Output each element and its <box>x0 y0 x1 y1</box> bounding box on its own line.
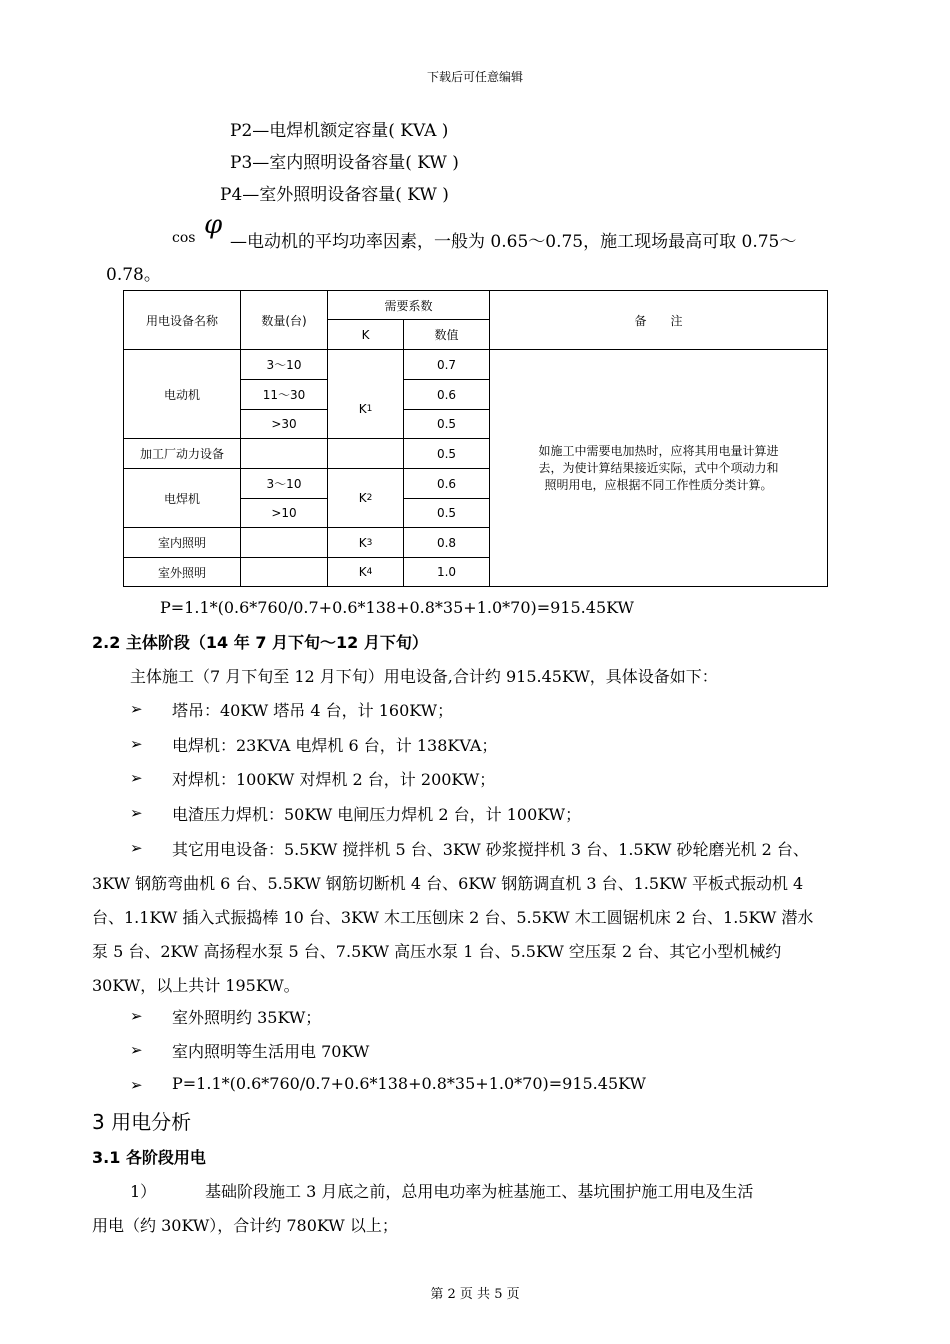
motor-qty-1: 3～10 <box>266 358 302 372</box>
formula-total: P=1.1*(0.6*760/0.7+0.6*138+0.8*35+1.0*70)=915.45KW <box>160 598 634 617</box>
header-equipment-name: 用电设备名称 <box>145 313 218 328</box>
section-3-1-title: 3.1 各阶段用电 <box>92 1148 206 1167</box>
section-2-2-intro: 主体施工（7 月下旬至 12 月下旬）用电设备,合计约 915.45KW，具体设备如下： <box>130 667 718 686</box>
row-welder-label: 电焊机 <box>163 491 200 506</box>
bullet-other-equipment: 其它用电设备：5.5KW 搅拌机 5 台、3KW 砂浆搅拌机 3 台、1.5KW 砂轮磨光机 2 台、 <box>172 840 809 859</box>
row-factory-label: 加工厂动力设备 <box>139 447 224 461</box>
k2-label: K 2 <box>358 491 373 505</box>
header-demand-coefficient: 需要系数 <box>384 298 433 313</box>
other-equipment-cont-4: 30KW，以上共计 195KW。 <box>92 976 300 995</box>
section-2-2-title: 2.2 主体阶段（14 年 7 月下旬～12 月下旬） <box>92 633 428 652</box>
item-1-text: 基础阶段施工 3 月底之前，总用电功率为桩基施工、基坑围护施工用电及生活 <box>205 1182 754 1201</box>
item-number-1: 1） <box>130 1182 157 1201</box>
demand-coefficient-table <box>123 290 828 587</box>
item-1-text-cont: 用电（约 30KW），合计约 780KW 以上； <box>92 1216 398 1235</box>
welder-value-2: 0.5 <box>436 506 457 520</box>
header-k: K <box>361 327 370 342</box>
k3-label: K 3 <box>358 535 373 550</box>
var-p2: P2—电焊机额定容量( KVA ) <box>230 121 449 141</box>
k1-label: K 1 <box>358 402 373 416</box>
page-header: 下载后可任意编辑 <box>426 70 523 84</box>
section-3-title: 3 用电分析 <box>92 1110 192 1134</box>
welder-value-1: 0.6 <box>436 476 457 491</box>
indoor-value: 0.8 <box>436 535 457 550</box>
bullet-electroslag-welder: 电渣压力焊机：50KW 电闸压力焊机 2 台，计 100KW； <box>172 805 582 824</box>
bullet-outdoor-lighting: 室外照明约 35KW； <box>172 1008 322 1027</box>
motor-value-3: 0.5 <box>436 417 457 431</box>
bullet-arrow-icon: ➢ <box>130 1076 143 1094</box>
bullet-arrow-icon: ➢ <box>130 700 143 718</box>
outdoor-value: 1.0 <box>436 565 457 579</box>
cos-label: cos <box>172 230 196 246</box>
bullet-tower-crane: 塔吊：40KW 塔吊 4 台，计 160KW； <box>172 701 454 720</box>
welder-qty-1: 3～10 <box>266 477 302 491</box>
bullet-arrow-icon: ➢ <box>130 804 143 822</box>
row-motor-label: 电动机 <box>163 387 200 402</box>
factory-value: 0.5 <box>436 446 457 461</box>
header-quantity: 数量(台) <box>261 313 307 328</box>
bullet-arrow-icon: ➢ <box>130 839 143 857</box>
bullet-butt-welder: 对焊机：100KW 对焊机 2 台，计 200KW； <box>172 770 496 789</box>
remarks-note: 如施工中需要电加热时，应将其用电量计算进去，为使计算结果接近实际，式中个项动力和照明用电，应根据不同工作性质分类计算。 <box>538 443 779 492</box>
welder-qty-2: >10 <box>271 506 297 520</box>
var-p4: P4—室外照明设备容量( KW ) <box>220 185 449 205</box>
cos-description: —电动机的平均功率因素，一般为 0.65～0.75，施工现场最高可取 0.75～ <box>230 232 797 252</box>
other-equipment-cont-1: 3KW 钢筋弯曲机 6 台、5.5KW 钢筋切断机 4 台、6KW 钢筋调直机 3 台、1.5KW 平板式振动机 4 <box>92 874 804 893</box>
bullet-welder: 电焊机：23KVA 电焊机 6 台，计 138KVA； <box>172 736 498 755</box>
cos-description-cont: 0.78。 <box>106 265 161 285</box>
header-remarks: 备 注 <box>634 313 683 328</box>
bullet-formula: P=1.1*(0.6*760/0.7+0.6*138+0.8*35+1.0*70)=915.45KW <box>172 1074 646 1093</box>
k4-label: K 4 <box>358 565 373 579</box>
page-footer: 第 2 页 共 5 页 <box>430 1287 520 1302</box>
motor-qty-3: >30 <box>271 417 297 431</box>
other-equipment-cont-3: 泵 5 台、2KW 高扬程水泵 5 台、7.5KW 高压水泵 1 台、5.5KW 空压泵 2 台、其它小型机械约 <box>92 942 782 961</box>
bullet-indoor-lighting: 室内照明等生活用电 70KW <box>172 1042 370 1061</box>
header-value: 数值 <box>434 328 459 342</box>
bullet-arrow-icon: ➢ <box>130 1041 143 1059</box>
bullet-arrow-icon: ➢ <box>130 735 143 753</box>
motor-value-1: 0.7 <box>436 357 457 372</box>
bullet-arrow-icon: ➢ <box>130 1007 143 1025</box>
bullet-arrow-icon: ➢ <box>130 769 143 787</box>
var-p3: P3—室内照明设备容量( KW ) <box>230 153 459 173</box>
phi-symbol: φ <box>204 210 223 240</box>
other-equipment-cont-2: 台、1.1KW 插入式振捣棒 10 台、3KW 木工压刨床 2 台、5.5KW 木工圆锯机床 2 台、1.5KW 潜水 <box>92 908 814 927</box>
row-outdoor-label: 室外照明 <box>157 565 206 580</box>
row-indoor-label: 室内照明 <box>157 536 206 550</box>
motor-value-2: 0.6 <box>436 387 457 402</box>
motor-qty-2: 11～30 <box>262 388 306 402</box>
